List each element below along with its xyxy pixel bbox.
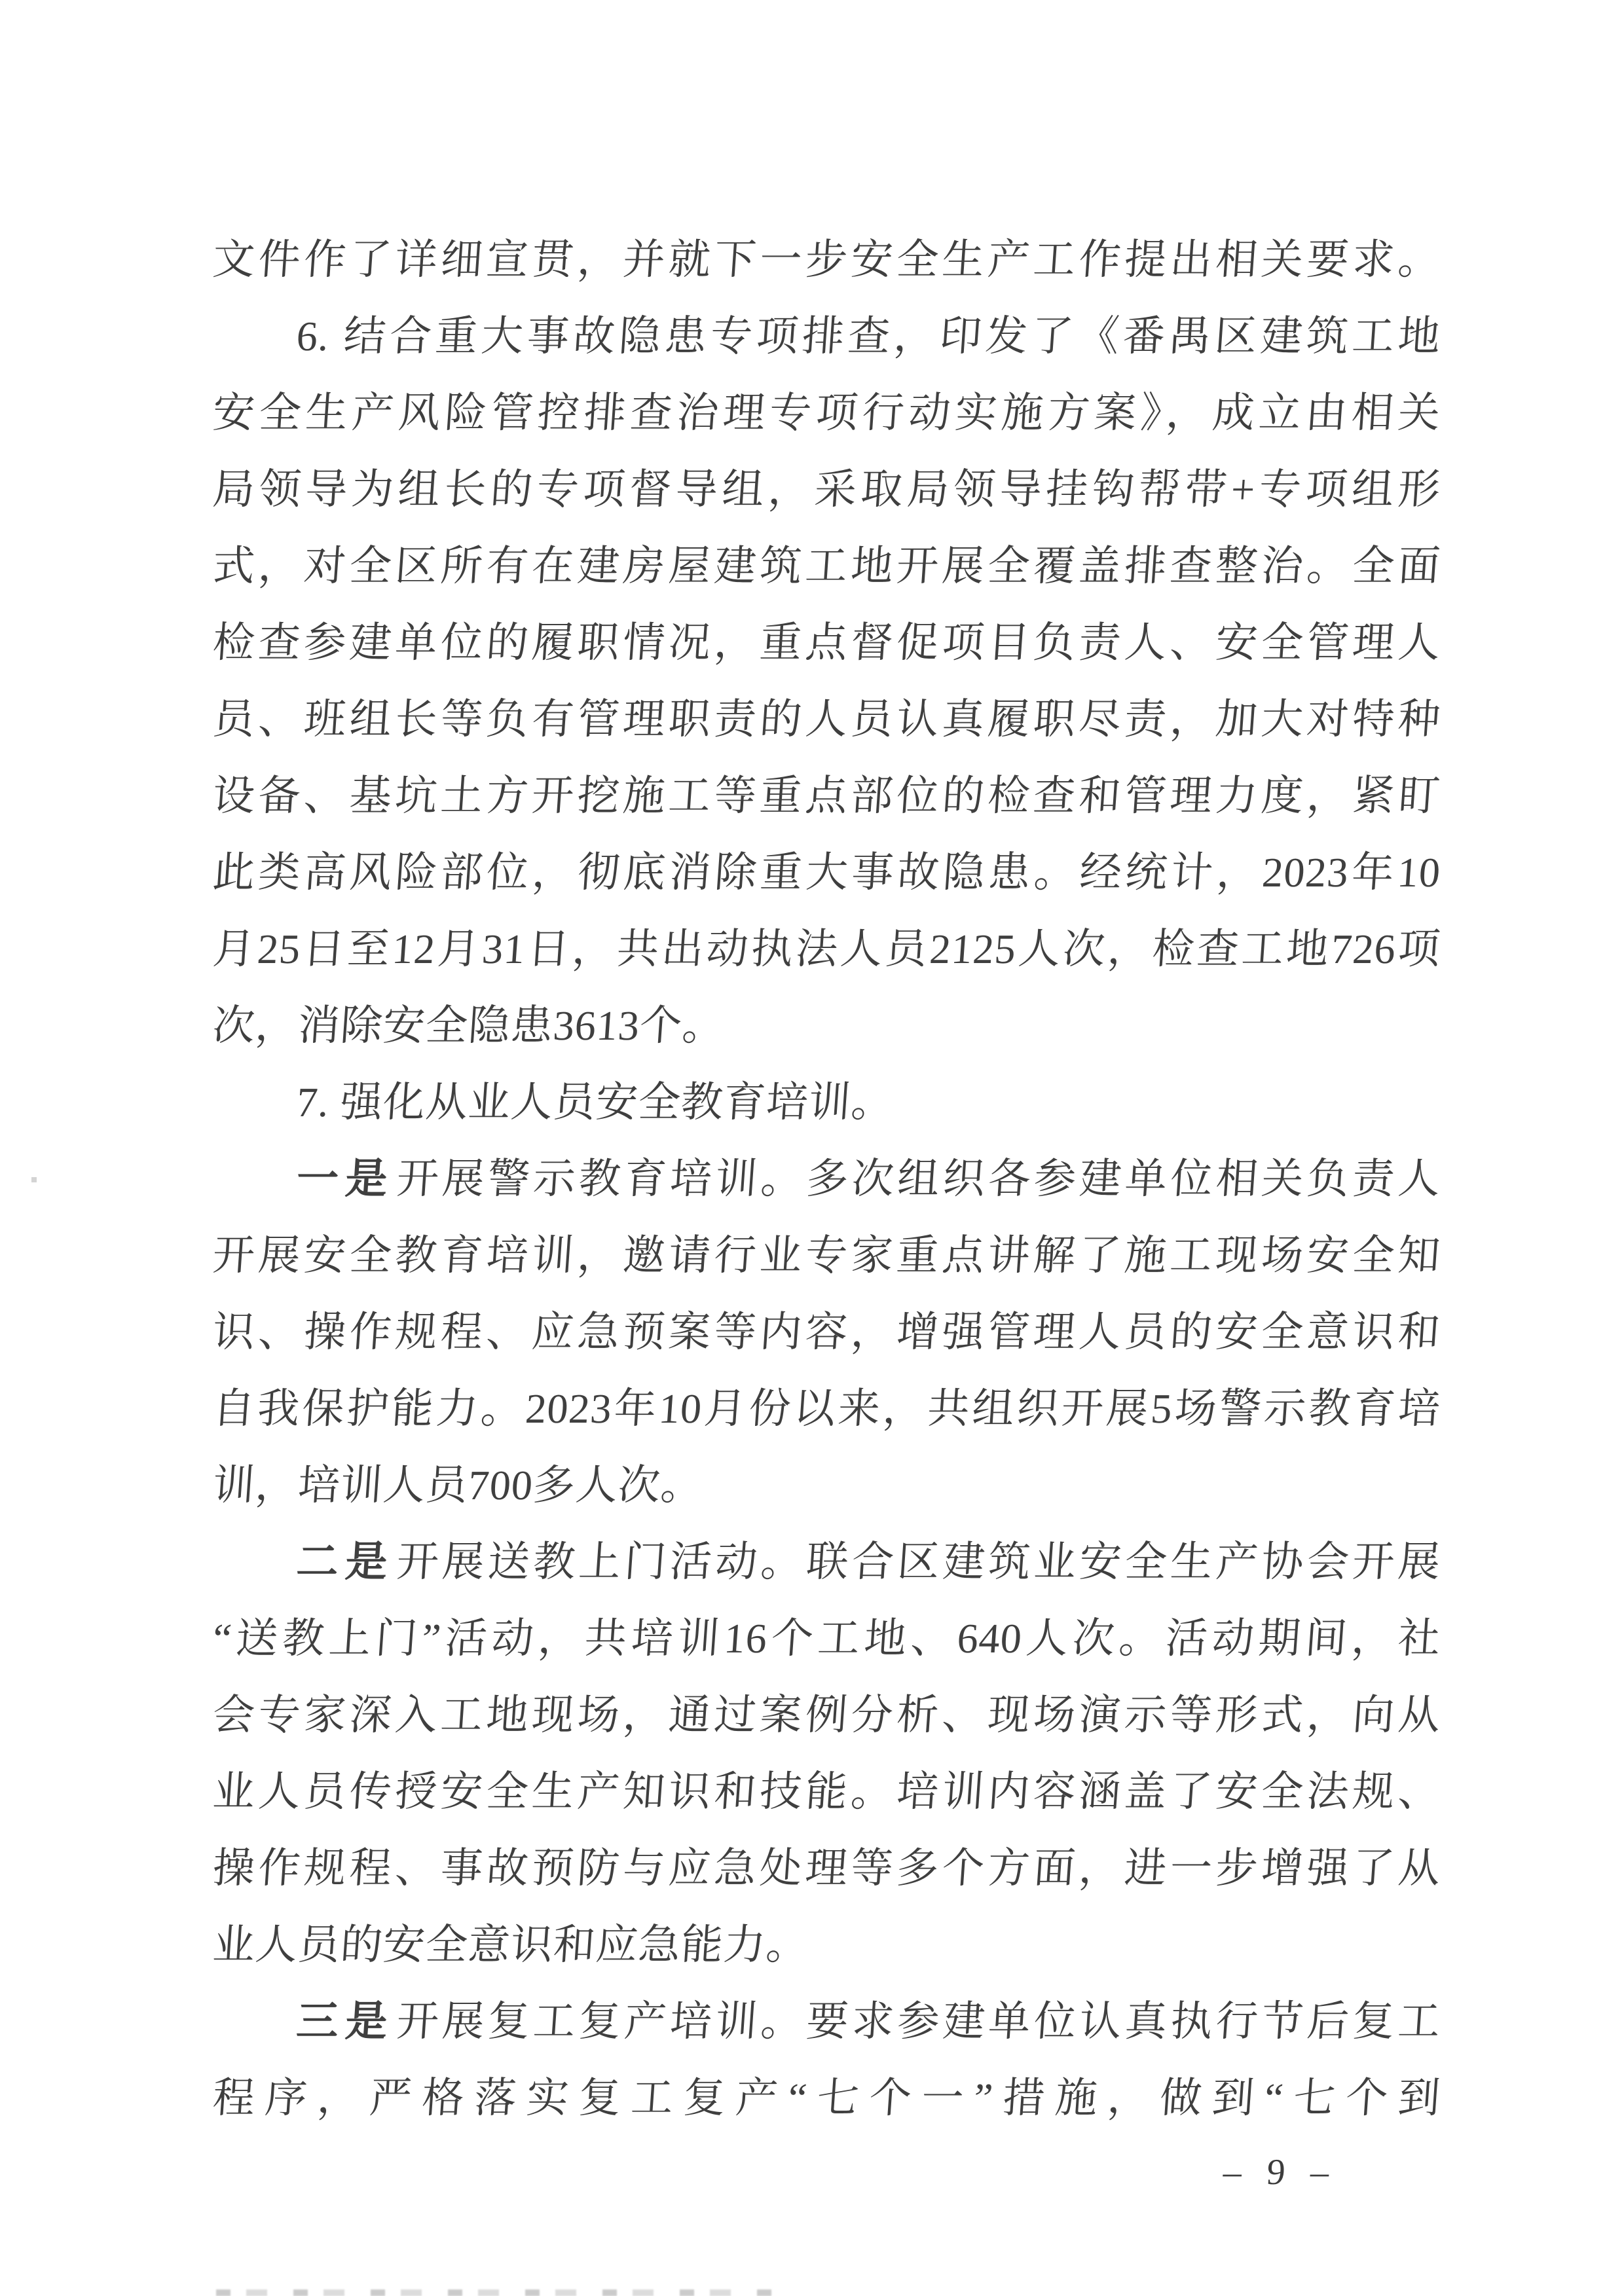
doc-line: 业人员传授安全生产知识和技能。培训内容涵盖了安全法规、 [211,1768,1443,1815]
doc-line: 式，对全区所有在建房屋建筑工地开展全覆盖排查整治。全面 [211,543,1443,589]
doc-line: 会专家深入工地现场，通过案例分析、现场演示等形式，向从 [211,1692,1443,1738]
doc-line: 自我保护能力。2023年10月份以来，共组织开展5场警示教育培 [211,1385,1443,1432]
doc-line: 识、操作规程、应急预案等内容，增强管理人员的安全意识和 [211,1309,1443,1355]
doc-line: 安全生产风险管控排查治理专项行动实施方案》，成立由相关 [211,390,1443,436]
scan-artifact-speck [31,1177,37,1182]
doc-line: 训，培训人员700多人次。 [211,1462,705,1508]
doc-line: “送教上门”活动，共培训16个工地、640人次。活动期间，社 [211,1615,1443,1662]
doc-line-lead: 一是 [295,1156,396,1202]
doc-line-text: 开展警示教育培训。多次组织各参建单位相关负责人 [395,1156,1443,1202]
doc-line: 局领导为组长的专项督导组，采取局领导挂钩帮带+专项组形 [211,466,1443,513]
doc-line: 程序，严格落实复工复产“七个一”措施，做到“七个到 [211,2075,1443,2121]
doc-line: 操作规程、事故预防与应急处理等多个方面，进一步增强了从 [211,1845,1443,1891]
doc-line: 员、班组长等负有管理职责的人员认真履职尽责，加大对特种 [211,696,1443,742]
page-number: – 9 – [1221,2152,1338,2193]
doc-line-text: 开展送教上门活动。联合区建筑业安全生产协会开展 [395,1539,1443,1585]
doc-line [210,1983,1443,2060]
doc-line [210,1140,1443,1217]
doc-line: 文件作了详细宣贯，并就下一步安全生产工作提出相关要求。 [211,236,1443,283]
document-body [213,221,1441,2136]
doc-line: 业人员的安全意识和应急能力。 [211,1922,811,1968]
doc-line: 检查参建单位的履职情况，重点督促项目负责人、安全管理人 [211,619,1443,666]
doc-line: 6. 结合重大事故隐患专项排查，印发了《番禺区建筑工地 [295,313,1443,359]
doc-line: 设备、基坑土方开挖施工等重点部位的检查和管理力度，紧盯 [211,773,1443,819]
doc-line-lead: 二是 [295,1539,396,1585]
doc-line [210,1523,1443,1600]
scan-artifact-bleed [216,2289,779,2296]
doc-line: 此类高风险部位，彻底消除重大事故隐患。经统计，2023年10 [211,849,1443,896]
doc-line: 7. 强化从业人员安全教育培训。 [295,1079,896,1125]
doc-line: 月25日至12月31日，共出动执法人员2125人次，检查工地726项 [211,926,1443,972]
doc-line-lead: 三是 [295,1998,396,2045]
doc-line: 开展安全教育培训，邀请行业专家重点讲解了施工现场安全知 [211,1232,1443,1279]
doc-line-text: 开展复工复产培训。要求参建单位认真执行节后复工 [395,1998,1443,2045]
doc-line: 次，消除安全隐患3613个。 [211,1002,727,1049]
